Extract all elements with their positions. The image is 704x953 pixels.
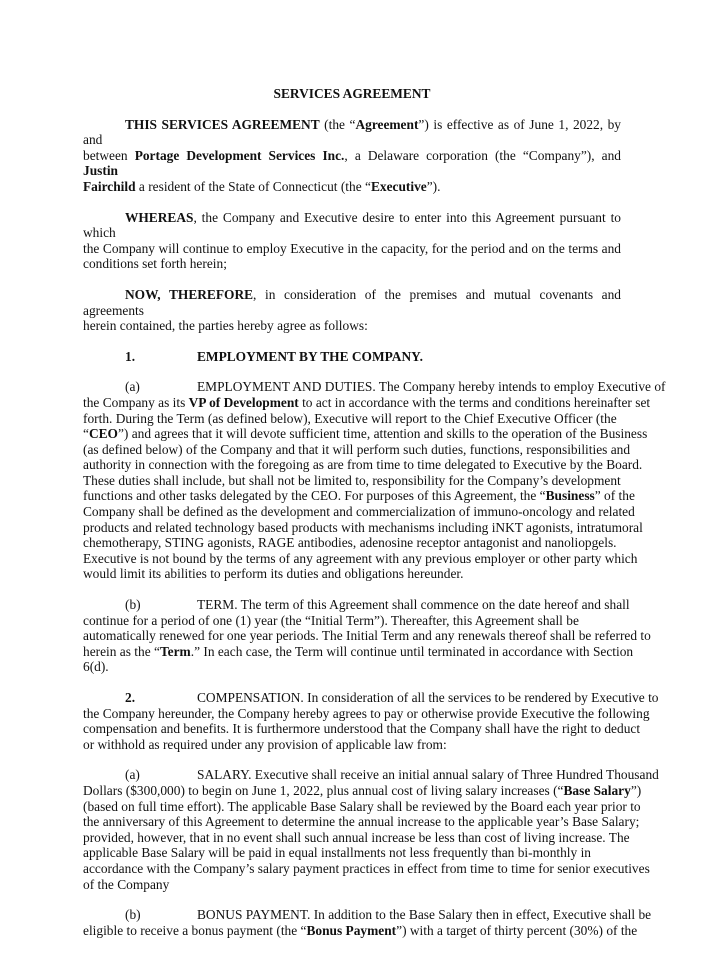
text-line (83, 922, 638, 939)
text-line (83, 814, 640, 830)
text-line (83, 845, 621, 861)
text-run: authority in connection with the foregoing as are from time to time delegated to Executive by the Board. (83, 457, 643, 473)
recital-paragraph (83, 210, 621, 272)
text-line (83, 457, 643, 473)
bold-term: THIS SERVICES AGREEMENT (125, 116, 320, 132)
text-run: ”) (630, 782, 642, 798)
text-run: provided, however, that in no event shall such annual increase be less than cost of living increase. The (83, 829, 630, 845)
bold-term: CEO (88, 426, 118, 442)
text-run: herein contained, the parties hereby agree as follows: (83, 318, 368, 334)
text-line (83, 318, 621, 334)
bold-term: Fairchild (83, 178, 136, 194)
text-run: applicable Base Salary will be paid in equal installments not less frequently than bi-monthly in (83, 845, 591, 861)
text-run: the Company hereunder, the Company hereby agrees to pay or otherwise provide Executive the following (83, 705, 650, 721)
text-run: functions and other tasks delegated by the CEO. For purposes of this Agreement, the “ (83, 488, 546, 504)
text-run: the anniversary of this Agreement to determine the annual increase to the applicable year’s Base Salary; (83, 814, 640, 830)
recital-paragraph (83, 117, 621, 195)
text-run: , a Delaware corporation (the “Company”), and (344, 147, 622, 163)
document-title: SERVICES AGREEMENT (273, 86, 431, 101)
text-run: conditions set forth herein; (83, 256, 227, 272)
text-line (83, 798, 641, 815)
text-run: continue for a period of one (1) year (the “Initial Term”). Thereafter, this Agreement shall be (83, 612, 579, 628)
text-line (83, 877, 621, 893)
section-paragraph (83, 690, 659, 752)
bold-term: Portage Development Services Inc. (134, 147, 345, 163)
bold-term: Justin (83, 163, 118, 179)
text-line (83, 907, 652, 923)
text-line (83, 379, 666, 395)
section-number: (b) (125, 907, 141, 923)
section-number: 1. (125, 348, 136, 364)
text-run: compensation and benefits. It is furthermore understood that the Company shall have the right to deduct (83, 721, 641, 737)
text-run: products and related technology based products with mechanisms including iNKT agonists, intratumoral (83, 519, 643, 535)
text-line (83, 566, 621, 582)
text-line (83, 767, 659, 783)
text-line (83, 597, 630, 613)
text-run: the Company will continue to employ Executive in the capacity, for the period and on the terms and (83, 240, 621, 256)
text-line (83, 659, 621, 675)
text-run: 6(d). (83, 659, 109, 675)
text-line (83, 519, 643, 536)
text-run: ” of the (594, 488, 635, 504)
text-line (83, 721, 641, 737)
bold-term: Agreement (355, 116, 419, 132)
text-run: Dollars ($300,000) to begin on June 1, 2022, plus annual cost of living salary increases (“ (83, 782, 564, 798)
text-line (83, 643, 634, 660)
bold-term: Executive (370, 178, 427, 194)
text-run: forth. During the Term (as defined below), Executive will report to the Chief Executive Officer (the (83, 410, 617, 426)
text-line (83, 148, 621, 179)
section-number: (b) (125, 597, 141, 613)
text-run: ”) and agrees that it will devote sufficient time, attention and skills to the operation of the Business (117, 426, 648, 442)
section-number: 2. (125, 690, 136, 705)
section-number: (a) (125, 379, 140, 395)
section-number: (a) (125, 767, 140, 783)
text-line (83, 504, 635, 520)
text-line (83, 628, 651, 644)
text-line (83, 411, 621, 427)
text-run: between (83, 147, 135, 163)
text-run: a resident of the State of Connecticut (the “ (135, 178, 371, 194)
text-run: chemotherapy, STING agonists, RAGE antibodies, adenosine receptor antagonist and nanoliopgels. (83, 535, 617, 551)
text-run: , the Company and Executive desire to enter into this Agreement pursuant to which (83, 209, 621, 241)
text-line (83, 179, 621, 195)
text-run: to act in accordance with the terms and conditions hereinafter set (298, 394, 651, 410)
text-line (83, 488, 635, 504)
text-run: automatically renewed for one year periods. The Initial Term and any renewals thereof shall be referred to (83, 628, 651, 644)
text-line (83, 613, 621, 629)
text-run: eligible to receive a bonus payment (the “ (83, 922, 307, 938)
text-line (83, 426, 648, 442)
text-run: EMPLOYMENT AND DUTIES. The Company hereby intends to employ Executive of (197, 379, 666, 395)
text-line (83, 256, 621, 272)
section-paragraph (83, 907, 652, 938)
bold-term: NOW, THEREFORE (125, 286, 254, 302)
bold-term: Base Salary (563, 782, 631, 798)
text-run: ”) is effective as of June 1, 2022, by and (83, 116, 621, 148)
text-run: (as defined below) of the Company and that it will perform such duties, functions, responsibilities and (83, 441, 631, 457)
text-line (83, 690, 659, 706)
text-line (83, 737, 621, 753)
text-line (83, 241, 621, 257)
bold-term: EMPLOYMENT BY THE COMPANY. (197, 348, 423, 364)
text-run: .” In each case, the Term will continue until terminated in accordance with Section (190, 643, 634, 659)
section-paragraph (83, 597, 651, 675)
text-line (83, 117, 621, 148)
bold-term: Term (159, 643, 191, 659)
text-run: Executive is not bound by the terms of any agreement with any previous employer or other party which (83, 550, 638, 566)
text-run: accordance with the Company’s salary payment practices in effect from time to time for senior executives (83, 860, 650, 876)
text-run: BONUS PAYMENT. In addition to the Base Salary then in effect, Executive shall be (197, 907, 652, 923)
text-run: “ (83, 426, 89, 442)
text-line (83, 782, 642, 799)
text-run: SALARY. Executive shall receive an initial annual salary of Three Hundred Thousand (197, 767, 659, 783)
text-run: herein as the “ (83, 643, 160, 659)
section-paragraph (83, 349, 621, 365)
text-run: (based on full time effort). The applicable Base Salary shall be reviewed by the Board each year prior to (83, 798, 641, 814)
text-run: Company shall be defined as the development and commercialization of immuno-oncology and related (83, 504, 635, 520)
text-line (83, 473, 621, 489)
text-line (83, 535, 621, 551)
text-line (83, 550, 638, 567)
text-run: or withhold as required under any provision of applicable law from: (83, 736, 447, 752)
text-line (83, 705, 650, 722)
section-paragraph (83, 379, 666, 582)
bold-term: VP of Development (188, 394, 299, 410)
text-run: ”). (426, 178, 441, 194)
bold-term: WHEREAS (125, 209, 194, 225)
text-run: of the Company (83, 876, 170, 892)
bold-term: Business (545, 488, 595, 504)
text-run: (the “ (319, 116, 356, 132)
text-line (83, 441, 631, 458)
text-run: would limit its abilities to perform its duties and obligations hereunder. (83, 566, 464, 582)
text-run: TERM. The term of this Agreement shall commence on the date hereof and shall (197, 597, 630, 613)
text-line (83, 349, 621, 365)
section-paragraph (83, 767, 659, 892)
text-run: , in consideration of the premises and mutual covenants and agreements (83, 286, 621, 318)
agreement-body (83, 86, 666, 953)
bold-term: Bonus Payment (306, 922, 397, 938)
text-run: the Company as its (83, 394, 189, 410)
text-run: These duties shall include, but shall not be limited to, responsibility for the Company’s development (83, 472, 621, 488)
text-run: ”) with a target of thirty percent (30%) of the (396, 922, 638, 938)
text-line (83, 860, 650, 877)
text-line (83, 394, 651, 411)
text-line (83, 829, 630, 846)
text-run: COMPENSATION. In consideration of all the services to be rendered by Executive to (197, 690, 659, 705)
text-line (83, 210, 621, 241)
text-line (83, 287, 621, 318)
paragraphs (83, 116, 666, 939)
recital-paragraph (83, 287, 621, 334)
